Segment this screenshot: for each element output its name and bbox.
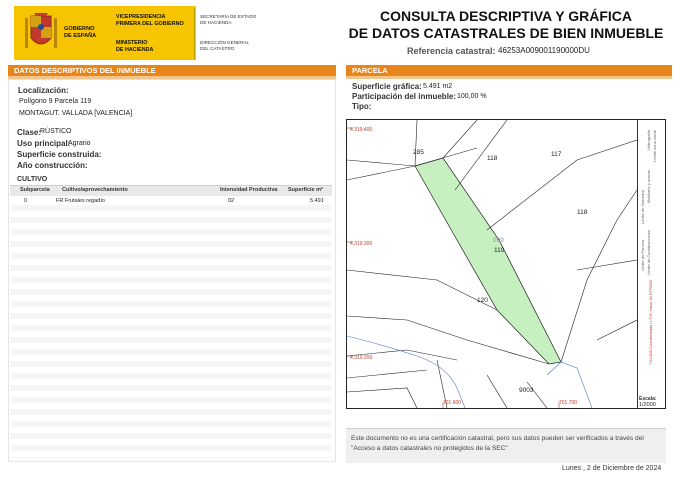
section-header-shadow: [346, 76, 672, 79]
class-value: RÚSTICO: [40, 128, 72, 135]
col-area: Superficie m²: [288, 187, 323, 193]
type-label: Tipo:: [352, 102, 372, 111]
location-line-2: MONTAGUT. VALLADA [VALENCIA]: [19, 110, 133, 117]
map-legend: [637, 120, 666, 408]
subparcel-code: 009: [493, 237, 504, 244]
main-use-label: Uso principal:: [17, 139, 71, 148]
direccion-name: DIRECCIÓN GENERAL DEL CATASTRO: [200, 40, 250, 51]
graphic-area-value: 5.491 m2: [423, 83, 453, 90]
secretaria-name: SECRETARÍA DE ESTADO DE HACIENDA: [200, 14, 257, 25]
section-header-parcel: PARCELA: [346, 65, 672, 76]
built-area-label: Superficie construida:: [17, 150, 102, 159]
crop-table-header: [10, 185, 332, 196]
main-use-value: Agrario: [68, 140, 91, 147]
parcel-label-119: 119: [494, 247, 505, 254]
coord-y-1: 4.319.400: [350, 127, 373, 133]
col-intensity: Intensidad Productiva: [220, 187, 278, 193]
table-row-area: 5.491: [310, 198, 324, 204]
class-label: Clase:: [17, 128, 42, 137]
legend-parcela: Límite de Parcela: [640, 240, 645, 272]
participation-value: 100,00 %: [457, 93, 487, 100]
table-row-subparcel: 0: [24, 198, 28, 204]
disclaimer-text: Este documento no es una certificación catastral, pero sus datos pueden ser verificados a través del "Acceso a datos catastrales no protegidos de la SEC": [351, 435, 644, 452]
coord-x-2: 701.700: [559, 400, 578, 406]
coat-of-arms-icon: [22, 12, 60, 54]
legend-construcciones: Límite de Construcciones: [646, 230, 651, 276]
coordinate-system: 701.800 Coordenadas U.T.M. Huso 30 ETRS89: [648, 280, 653, 365]
parcel-label-120: 120: [477, 297, 488, 304]
parcel-label-118-top: 118: [487, 155, 498, 162]
table-empty-rows: [10, 205, 332, 458]
page-title: CONSULTA DESCRIPTIVA Y GRÁFICA DE DATOS CATASTRALES DE BIEN INMUEBLE: [348, 8, 664, 41]
ministerio-name: MINISTERIO DE HACIENDA: [116, 40, 154, 53]
construction-year-label: Año construcción:: [17, 161, 88, 170]
issue-date: Lunes , 2 de Diciembre de 2024: [562, 465, 662, 472]
table-row-intensity: 02: [228, 198, 235, 204]
scale-value: 1/2000: [639, 402, 656, 408]
col-crop: Cultivo/aprovechamiento: [62, 187, 128, 193]
section-header-descriptive: DATOS DESCRIPTIVOS DEL INMUEBLE: [8, 65, 336, 76]
government-name: GOBIERNO DE ESPAÑA: [64, 26, 97, 39]
location-label: Localización:: [18, 86, 69, 95]
col-subparcel: Subparcela: [20, 187, 50, 193]
parcel-label-117: 117: [551, 151, 562, 158]
vicepresidencia-name: VICEPRESIDENCIA PRIMERA DEL GOBIERNO: [116, 14, 184, 27]
header-divider: [194, 8, 195, 60]
coord-y-3: 4.319.200: [350, 355, 373, 361]
scale-label: Escala:: [639, 396, 657, 402]
table-row-crop: FR Frutales regadío: [56, 198, 105, 204]
graphic-area-label: Superficie gráfica:: [352, 82, 422, 91]
cadastral-ref-label: Referencia catastral:: [407, 46, 496, 56]
participation-label: Participación del inmueble:: [352, 92, 457, 101]
legend-mobiliario: Mobiliario y aceras: [646, 170, 651, 204]
coord-x-1: 701.600: [443, 400, 462, 406]
legend-hidrografia: Hidrografía: [646, 130, 651, 150]
parcel-label-285: 285: [413, 149, 424, 156]
parcel-label-9003: 9003: [519, 387, 534, 394]
legend-manzana: Límite de Manzana: [640, 190, 645, 225]
location-line-1: Polígono 9 Parcela 119: [19, 98, 92, 105]
parcel-label-118-right: 118: [577, 209, 588, 216]
coord-y-2: 4.319.300: [350, 241, 373, 247]
parcel-map-drawing[interactable]: [347, 120, 637, 408]
crop-title: CULTIVO: [17, 176, 48, 183]
legend-zona-verde: Límite zona verde: [652, 130, 657, 162]
cadastral-ref-value: 46253A009001190000DU: [498, 46, 590, 55]
